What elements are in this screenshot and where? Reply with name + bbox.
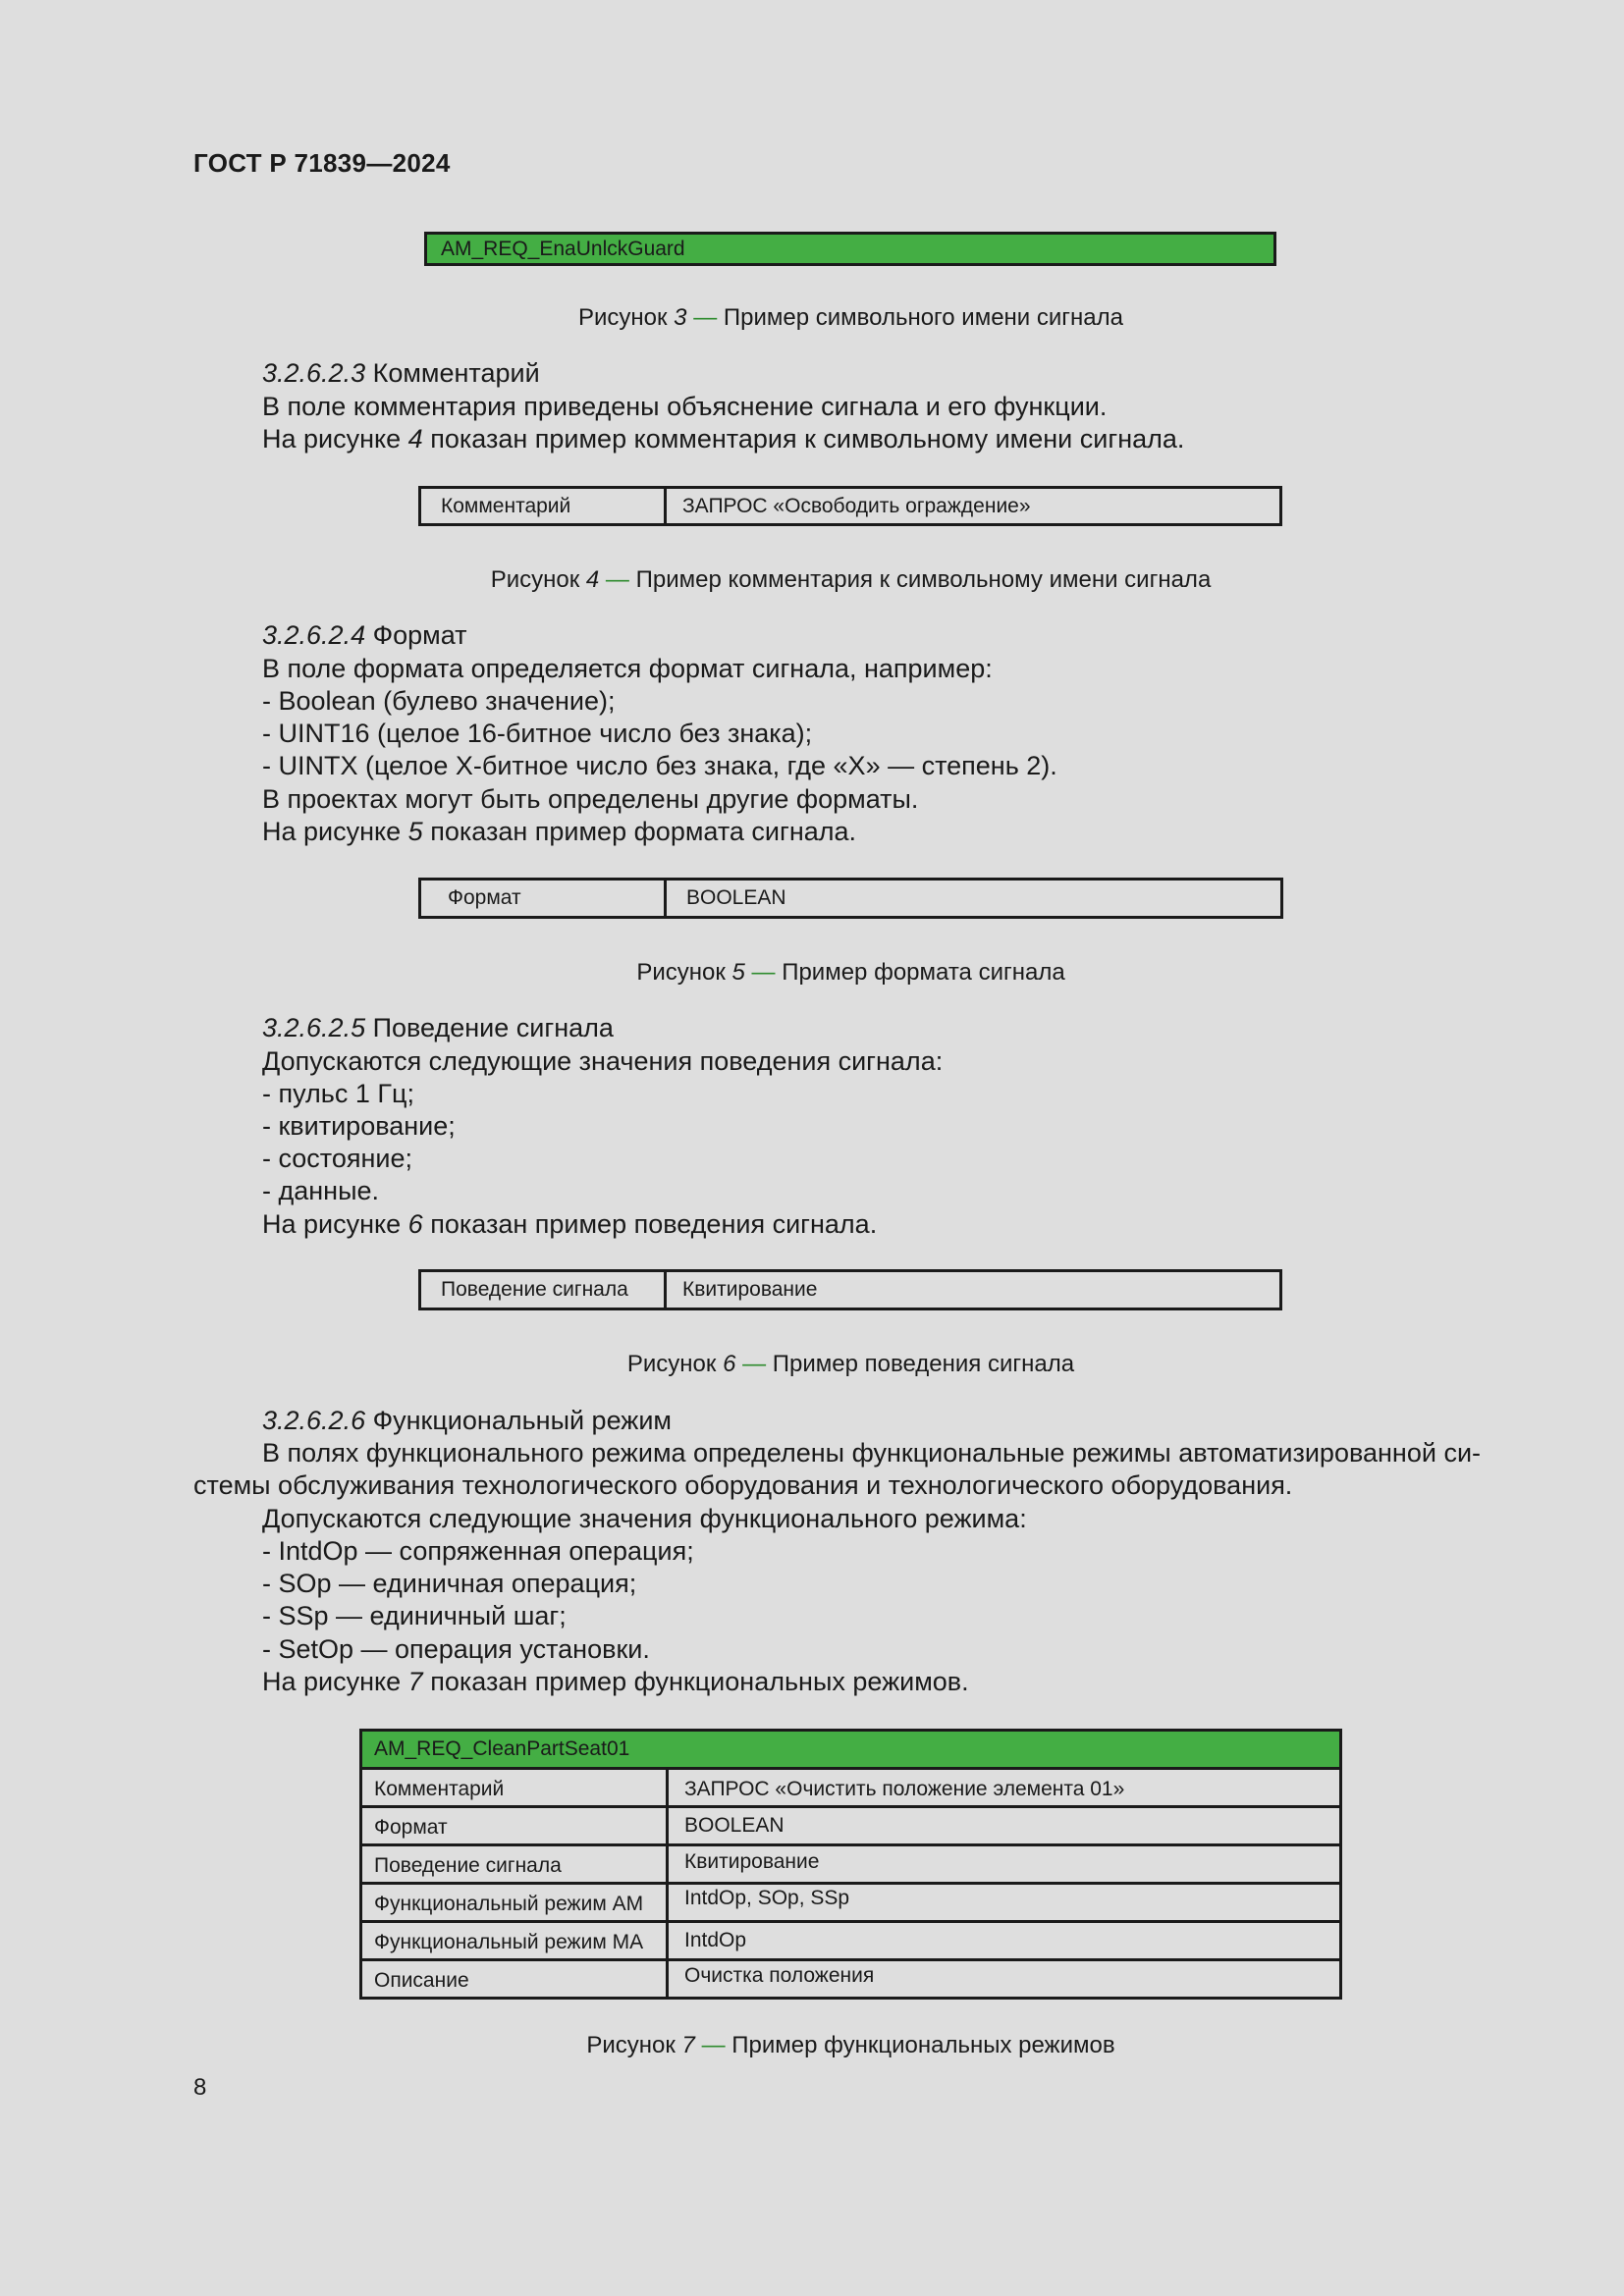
page-number: 8 bbox=[193, 2074, 207, 2101]
section-heading-comment: 3.2.6.2.3 Комментарий bbox=[262, 358, 540, 388]
table-cell-key: Поведение сигнала bbox=[362, 1846, 669, 1882]
table-cell-key: Комментарий bbox=[362, 1770, 669, 1805]
paragraph-line: стемы обслуживания технологического оборудования и технологического оборудования. bbox=[193, 1470, 1293, 1500]
table-cell-value: BOOLEAN bbox=[684, 1814, 785, 1837]
field-key: Комментарий bbox=[421, 489, 667, 523]
table-cell-value: Очистка положения bbox=[684, 1964, 875, 1987]
paragraph-line: В поле комментария приведены объяснение сигнала и его функции. bbox=[262, 392, 1108, 421]
paragraph-line: На рисунке 7 показан пример функциональных режимов. bbox=[262, 1667, 969, 1696]
table-cell-key: Описание bbox=[362, 1961, 669, 1997]
field-key: Поведение сигнала bbox=[421, 1272, 667, 1308]
table-cell-value: IntdOp, SOp, SSp bbox=[684, 1887, 850, 1909]
field-value: ЗАПРОС «Освободить ограждение» bbox=[682, 494, 1031, 517]
table-header: AM_REQ_CleanPartSeat01 bbox=[362, 1732, 1339, 1770]
comment-field-box bbox=[418, 486, 1282, 526]
table-row bbox=[362, 1846, 1339, 1885]
list-item: - SetOp — операция установки. bbox=[262, 1634, 650, 1664]
field-value: BOOLEAN bbox=[686, 886, 786, 909]
list-item: - UINTX (целое X-битное число без знака, где «X» — степень 2). bbox=[262, 751, 1057, 780]
field-value: Квитирование bbox=[682, 1278, 818, 1301]
table-row bbox=[362, 1770, 1339, 1808]
list-item: - SSp — единичный шаг; bbox=[262, 1601, 567, 1630]
figure-7-caption: Рисунок 7 — Пример функциональных режимов bbox=[586, 2032, 1115, 2058]
paragraph-line: Допускаются следующие значения поведения сигнала: bbox=[262, 1046, 944, 1076]
table-cell-value: Квитирование bbox=[684, 1850, 820, 1873]
signal-name-text: AM_REQ_EnaUnlckGuard bbox=[441, 237, 685, 260]
list-item: - пульс 1 Гц; bbox=[262, 1079, 414, 1108]
table-cell-value: ЗАПРОС «Очистить положение элемента 01» bbox=[684, 1778, 1125, 1800]
paragraph-line: Допускаются следующие значения функционального режима: bbox=[262, 1504, 1027, 1533]
list-item: - IntdOp — сопряженная операция; bbox=[262, 1536, 694, 1566]
section-heading-format: 3.2.6.2.4 Формат bbox=[262, 620, 467, 650]
section-heading-behavior: 3.2.6.2.5 Поведение сигнала bbox=[262, 1013, 614, 1042]
list-item: - Boolean (булево значение); bbox=[262, 686, 616, 716]
paragraph-line: На рисунке 4 показан пример комментария к символьному имени сигнала. bbox=[262, 424, 1185, 454]
list-item: - SOp — единичная операция; bbox=[262, 1569, 637, 1598]
figure-6-caption: Рисунок 6 — Пример поведения сигнала bbox=[626, 1351, 1075, 1377]
table-row bbox=[362, 1923, 1339, 1961]
list-item: - UINT16 (целое 16-битное число без знака); bbox=[262, 719, 813, 748]
list-item: - данные. bbox=[262, 1176, 380, 1205]
table-cell-value: IntdOp bbox=[684, 1929, 747, 1951]
paragraph-line: В проектах могут быть определены другие форматы. bbox=[262, 784, 919, 814]
paragraph-line: На рисунке 5 показан пример формата сигнала. bbox=[262, 817, 857, 846]
behavior-field-box bbox=[418, 1269, 1282, 1310]
table-row bbox=[362, 1885, 1339, 1923]
table-row bbox=[362, 1961, 1339, 1997]
figure-4-caption: Рисунок 4 — Пример комментария к символьному имени сигнала bbox=[490, 566, 1212, 593]
list-item: - квитирование; bbox=[262, 1111, 456, 1141]
figure-3-caption: Рисунок 3 — Пример символьного имени сигнала bbox=[577, 304, 1123, 331]
signal-definition-table bbox=[359, 1729, 1342, 2000]
format-field-box bbox=[418, 878, 1283, 919]
document-header: ГОСТ Р 71839—2024 bbox=[193, 148, 451, 178]
paragraph-line: В поле формата определяется формат сигнала, например: bbox=[262, 654, 993, 683]
paragraph-line: На рисунке 6 показан пример поведения сигнала. bbox=[262, 1209, 878, 1239]
table-cell-key: Функциональный режим МА bbox=[362, 1923, 669, 1958]
table-cell-key: Функциональный режим AM bbox=[362, 1885, 669, 1920]
figure-5-caption: Рисунок 5 — Пример формата сигнала bbox=[636, 959, 1065, 986]
section-heading-mode: 3.2.6.2.6 Функциональный режим bbox=[262, 1406, 672, 1435]
table-row bbox=[362, 1808, 1339, 1846]
paragraph-line: В полях функционального режима определены функциональные режимы автоматизированной си- bbox=[262, 1438, 1482, 1468]
list-item: - состояние; bbox=[262, 1144, 413, 1173]
table-cell-key: Формат bbox=[362, 1808, 669, 1843]
signal-name-bar bbox=[424, 232, 1276, 266]
field-key: Формат bbox=[421, 881, 667, 916]
